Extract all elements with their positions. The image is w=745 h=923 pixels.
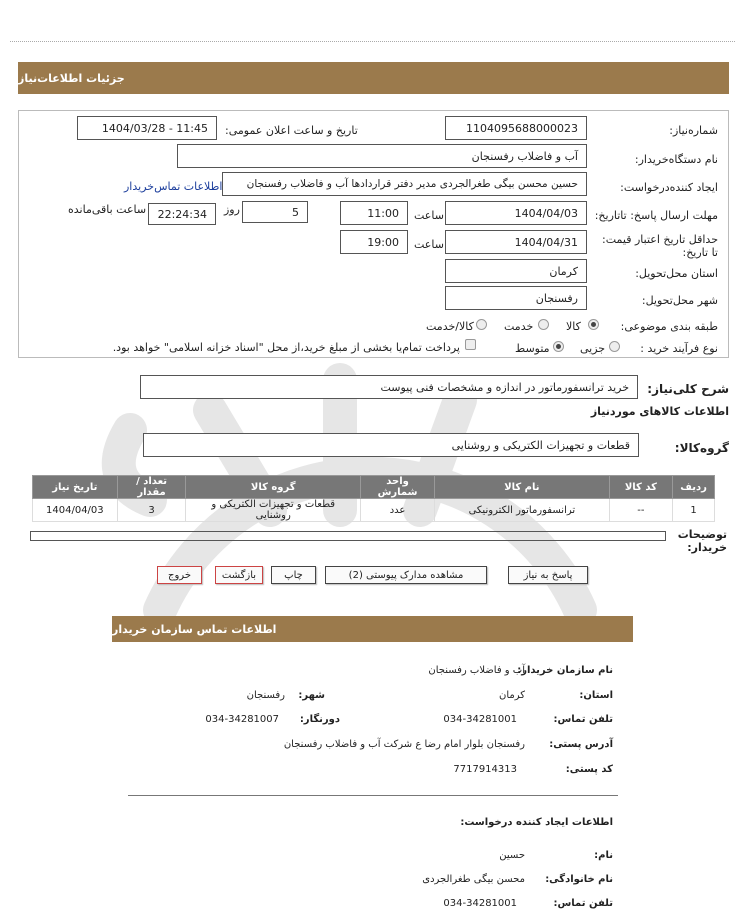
buyer-contact-link[interactable]: اطلاعات تماس‌خریدار xyxy=(124,180,223,193)
table-row xyxy=(33,499,715,522)
col-row: ردیف xyxy=(673,476,715,499)
category-both-radio[interactable] xyxy=(476,319,487,330)
col-date: تاریخ نیاز xyxy=(33,476,118,499)
col-qty: تعداد / مقدار xyxy=(117,476,186,499)
treasury-payment-checkbox[interactable] xyxy=(465,339,476,350)
col-name: نام کالا xyxy=(435,476,610,499)
buyer-notes-label: توضیحات خریدار: xyxy=(677,528,727,554)
creator-label: ایجاد کننده‌درخواست: xyxy=(620,181,718,194)
goods-group-label: گروه‌کالا: xyxy=(674,441,729,455)
cell-group: قطعات و تجهیزات الکتریکی و روشنایی xyxy=(186,499,361,522)
cell-name: ترانسفورماتور الکترونیکی xyxy=(435,499,610,522)
print-button[interactable]: چاپ xyxy=(271,566,316,584)
cell-date: 1404/04/03 xyxy=(33,499,118,522)
purchase-minor-radio[interactable] xyxy=(609,341,620,352)
contact-fax-label: دورنگار: xyxy=(299,714,340,725)
contact-postal-value: 7717914313 xyxy=(453,764,517,775)
deadline-time-field: 11:00 xyxy=(340,201,408,225)
province-field: کرمان xyxy=(445,259,587,283)
validity-time-field: 19:00 xyxy=(340,230,408,254)
purchase-medium-label: متوسط xyxy=(515,342,550,355)
cell-unit: عدد xyxy=(361,499,435,522)
requester-phone-value: 034-34281001 xyxy=(443,898,517,909)
buyer-notes-field xyxy=(30,531,666,541)
col-unit: واحد شمارش xyxy=(361,476,435,499)
remaining-label: ساعت باقی‌مانده xyxy=(68,203,147,216)
col-group: گروه کالا xyxy=(186,476,361,499)
buyer-org-field: آب و فاضلاب رفسنجان xyxy=(177,144,587,168)
reply-button[interactable]: پاسخ به نیاز xyxy=(508,566,588,584)
purchase-minor-label: جزیی xyxy=(580,342,606,355)
remaining-time-field: 22:24:34 xyxy=(148,203,216,225)
contact-postal-label: کد پستی: xyxy=(565,764,613,775)
contact-city-label: شهر: xyxy=(298,690,325,701)
col-code: کد کالا xyxy=(609,476,672,499)
category-goods-radio[interactable] xyxy=(588,319,599,330)
need-number-field: 1104095688000023 xyxy=(445,116,587,140)
requester-name-value: حسین xyxy=(499,850,525,861)
contact-org-label: نام سازمان خریدار: xyxy=(517,665,613,676)
days-label: روز xyxy=(224,203,240,216)
deadline-date-field: 1404/04/03 xyxy=(445,201,587,225)
city-field: رفسنجان xyxy=(445,286,587,310)
back-button[interactable]: بازگشت xyxy=(215,566,263,584)
cell-row: 1 xyxy=(673,499,715,522)
page-header xyxy=(18,62,729,94)
category-service-radio[interactable] xyxy=(538,319,549,330)
announce-field: 1404/03/28 - 11:45 xyxy=(77,116,217,140)
summary-field: خرید ترانسفورماتور در اندازه و مشخصات فنی پیوست xyxy=(140,375,638,399)
purchase-medium-radio[interactable] xyxy=(553,341,564,352)
category-both-label: کالا/خدمت xyxy=(426,320,474,333)
table-header-row xyxy=(33,476,715,499)
validity-date-field: 1404/04/31 xyxy=(445,230,587,254)
announce-label: تاریخ و ساعت اعلان عمومی: xyxy=(225,124,358,137)
requester-title: اطلاعات ایجاد کننده درخواست: xyxy=(460,817,613,828)
treasury-payment-note: پرداخت تمام‌یا بخشی از مبلغ خرید،از محل "اسناد خزانه اسلامی" خواهد بود. xyxy=(112,341,460,354)
requester-lastname-value: محسن بیگی طغرالجردی xyxy=(422,874,525,885)
creator-field: حسین محسن بیگی طغرالجردی مدیر دفتر قراردادها آب و فاضلاب رفسنجان xyxy=(222,172,587,196)
deadline-time-label: ساعت xyxy=(414,209,444,222)
requester-name-label: نام: xyxy=(594,850,613,861)
requester-lastname-label: نام خانوادگی: xyxy=(545,874,613,885)
exit-button[interactable]: خروج xyxy=(157,566,202,584)
city-label: شهر محل‌تحویل: xyxy=(641,294,718,307)
top-divider xyxy=(10,41,735,42)
contact-section-header xyxy=(112,616,633,642)
requester-phone-label: تلفن تماس: xyxy=(553,898,613,909)
category-service-label: خدمت xyxy=(504,320,534,333)
items-table xyxy=(32,475,715,522)
goods-info-title: اطلاعات کالاهای موردنیاز xyxy=(590,405,729,418)
summary-label: شرح کلی‌نیاز: xyxy=(647,382,729,396)
validity-time-label: ساعت xyxy=(414,238,444,251)
category-goods-label: کالا xyxy=(566,320,581,333)
buyer-org-label: نام دستگاه‌خریدار: xyxy=(634,153,718,166)
province-label: استان محل‌تحویل: xyxy=(635,267,718,280)
page-title: جزئیات اطلاعات‌نیاز xyxy=(18,71,125,85)
deadline-label: مهلت ارسال پاسخ: تاتاریخ: xyxy=(594,209,718,222)
contact-province-value: کرمان xyxy=(498,690,525,701)
attachments-button[interactable]: مشاهده مدارک پیوستی (2) xyxy=(325,566,487,584)
contact-phone-label: تلفن تماس: xyxy=(553,714,613,725)
goods-group-field: قطعات و تجهیزات الکتریکی و روشنایی xyxy=(143,433,639,457)
contact-phone-value: 034-34281001 xyxy=(443,714,517,725)
contact-province-label: استان: xyxy=(579,690,613,701)
days-field: 5 xyxy=(242,201,308,223)
contact-section-title: اطلاعات تماس سازمان خریدار xyxy=(112,622,277,636)
purchase-type-label: نوع فرآیند خرید : xyxy=(640,342,718,355)
cell-qty: 3 xyxy=(117,499,186,522)
contact-address-label: آدرس پستی: xyxy=(549,739,613,750)
contact-address-value: رفسنجان بلوار امام رضا ع شرکت آب و فاضلاب رفسنجان xyxy=(283,739,525,750)
contact-city-value: رفسنجان xyxy=(246,690,285,701)
contact-org-value: آب و فاضلاب رفسنجان xyxy=(428,665,525,676)
need-number-label: شماره‌نیاز: xyxy=(669,124,718,137)
category-label: طبقه بندی موضوعی: xyxy=(620,320,718,333)
contact-divider xyxy=(128,795,618,796)
cell-code: -- xyxy=(609,499,672,522)
validity-label: حداقل تاریخ اعتبار قیمت: تا تاریخ: xyxy=(602,233,718,259)
contact-fax-value: 034-34281007 xyxy=(205,714,279,725)
